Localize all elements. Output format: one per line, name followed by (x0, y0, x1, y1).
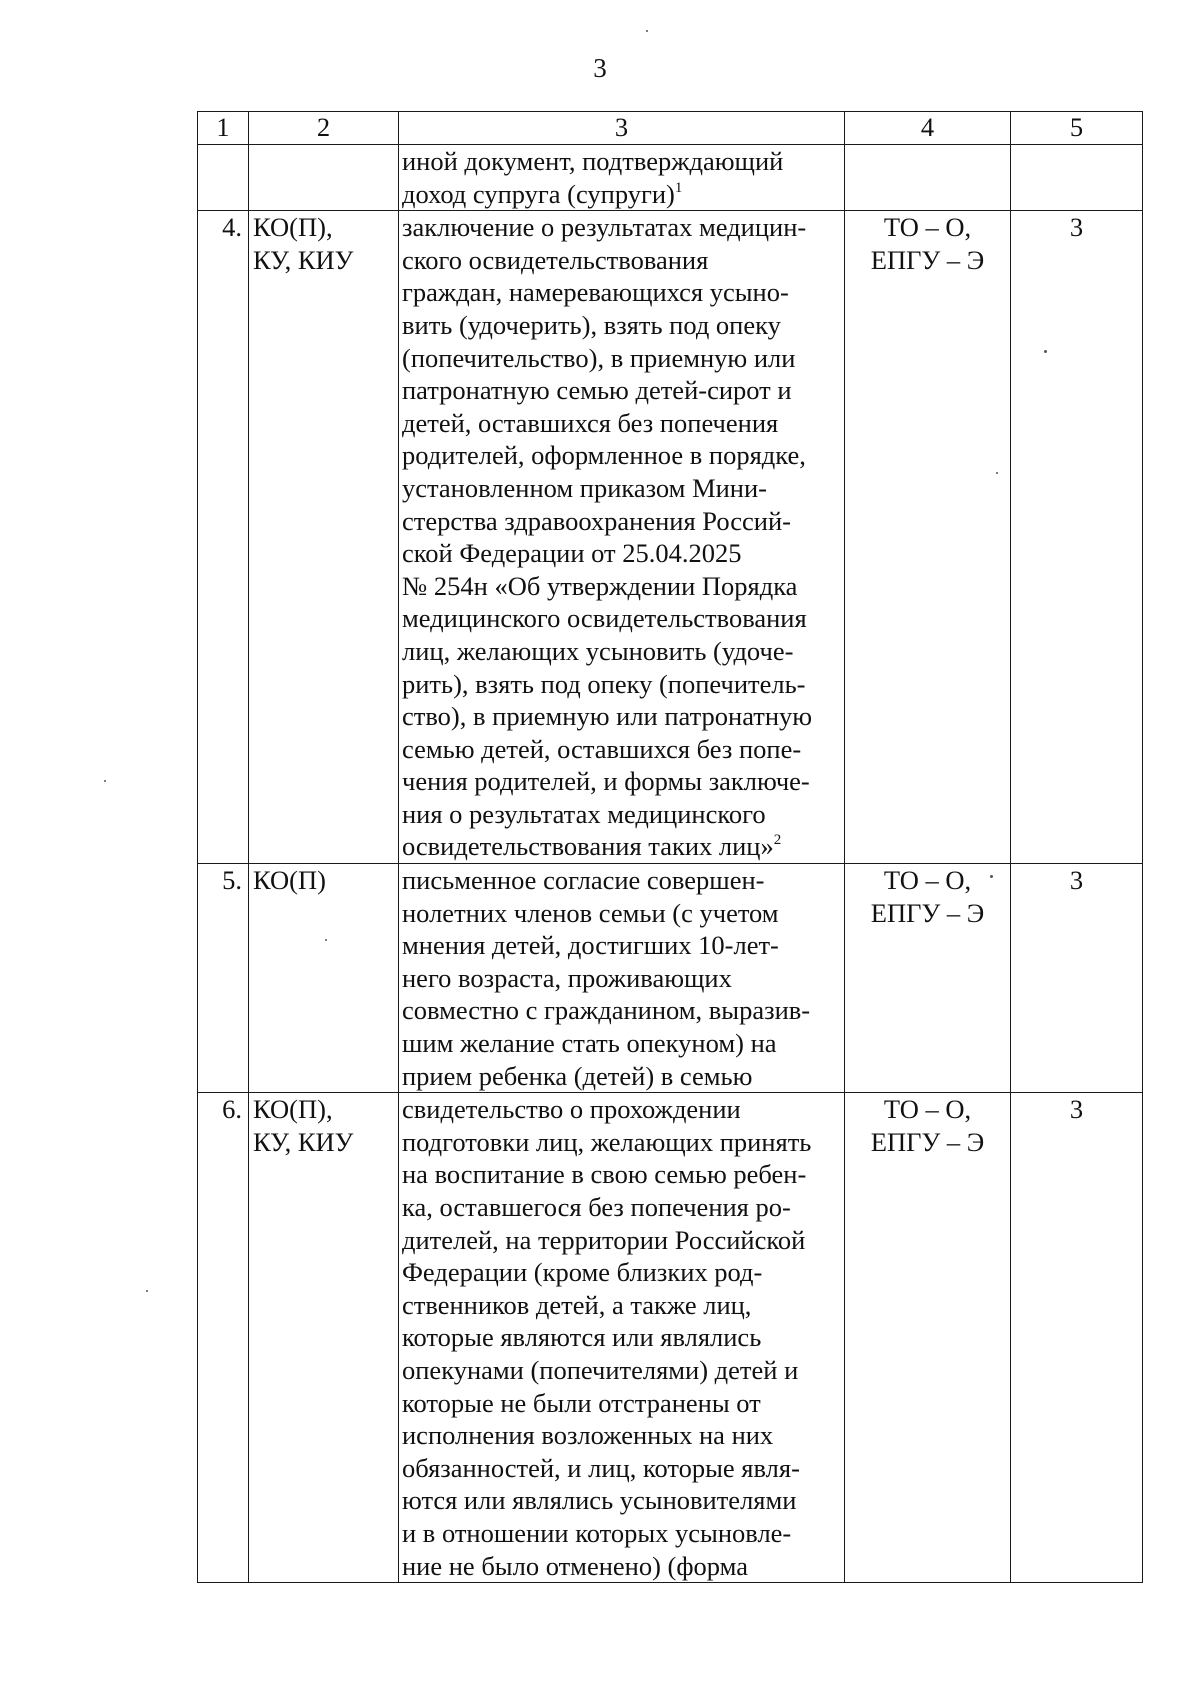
document-name-line: прием ребенка (детей) в семью (402, 1060, 753, 1091)
table-row (198, 145, 1143, 211)
document-name-line: которые являются или являлись (402, 1322, 762, 1353)
document-name-line: детей, оставшихся без попечения (402, 407, 779, 438)
scan-speck (990, 875, 993, 878)
document-name-line: письменное согласие совершен- (402, 865, 765, 896)
submission-form-line: ЕПГУ – Э (870, 244, 985, 275)
document-name-line: ка, оставшегося без попечения ро- (402, 1192, 791, 1222)
term-cell (1011, 145, 1143, 211)
term-value: 3 (1069, 865, 1084, 896)
row-number: 6. (222, 1094, 242, 1125)
document-name-line: ние не было отменено) (форма (402, 1550, 748, 1581)
document-name-line: семью детей, оставшихся без попе- (402, 733, 802, 764)
document-name-line: совместно с гражданином, выразив- (402, 995, 811, 1026)
applicant-category-line: КУ, КИУ (253, 244, 354, 275)
document-name-line: патронатную семью детей-сирот и (402, 375, 792, 406)
applicant-category-cell (249, 211, 399, 864)
document-name-line: опекунами (попечителями) детей и (402, 1354, 799, 1385)
document-name-line: нолетних членов семьи (с учетом (402, 897, 779, 928)
document-name-line: вить (удочерить), взять под опеку (402, 309, 781, 340)
document-name-line: граждан, намеревающихся усыно- (402, 277, 789, 308)
scan-speck (646, 30, 648, 32)
document-name-line: заключение о результатах медицин- (402, 212, 807, 243)
column-header-4: 4 (845, 112, 1011, 145)
document-name-line: исполнения возложенных на них (402, 1420, 774, 1451)
document-name-line-wrapper (402, 830, 842, 863)
submission-form-line: ЕПГУ – Э (870, 1126, 985, 1157)
row-number: 4. (222, 212, 242, 243)
document-name-line: ской Федерации от 25.04.2025 (402, 538, 742, 569)
table-row (198, 1093, 1143, 1583)
document-name-line: № 254н «Об утверждении Порядка (402, 570, 798, 601)
submission-form-cell (845, 145, 1011, 211)
scan-speck (1044, 350, 1047, 353)
term-value: 3 (1069, 1094, 1084, 1125)
documents-table (197, 111, 1143, 1583)
document-name-cell (399, 211, 845, 864)
document-name-line: доход супруга (супруги) (402, 178, 675, 209)
document-name-line: обязанностей, и лиц, которые явля- (402, 1452, 800, 1483)
table-row (198, 864, 1143, 1093)
footnote-marker: 1 (674, 179, 683, 196)
row-number-cell (198, 1093, 249, 1583)
document-name-line: (попечительство), в приемную или (402, 342, 796, 373)
applicant-category-line: КУ, КИУ (253, 1126, 354, 1157)
applicant-category-line: КО(П) (253, 865, 326, 896)
submission-form-cell (845, 211, 1011, 864)
applicant-category-line: КО(П), (253, 1094, 333, 1125)
document-name-line: ются или являлись усыновителями (402, 1485, 797, 1516)
term-cell (1011, 1093, 1143, 1583)
table-header-row (198, 112, 1143, 145)
document-name-line: ского освидетельствования (402, 244, 709, 275)
applicant-category-cell (249, 864, 399, 1093)
applicant-category-cell (249, 1093, 399, 1583)
submission-form-cell (845, 1093, 1011, 1583)
document-name-line: лиц, желающих усыновить (удоче- (402, 635, 794, 666)
column-header-3: 3 (399, 112, 845, 145)
footnote-marker: 2 (773, 832, 782, 849)
document-name-line: ство), в приемную или патронатную (402, 701, 813, 732)
document-name-line: чения родителей, и формы заключе- (402, 766, 810, 797)
document-name-cell (399, 1093, 845, 1583)
document-name-line: иной документ, подтверждающий (402, 146, 784, 176)
document-name-line: мнения детей, достигших 10-лет- (402, 930, 779, 961)
scan-speck (104, 780, 106, 782)
submission-form-line: ЕПГУ – Э (870, 897, 985, 928)
column-header-5: 5 (1011, 112, 1143, 145)
scan-speck (996, 472, 998, 474)
row-number-cell (198, 864, 249, 1093)
page-number: 3 (593, 53, 607, 83)
document-name-line: которые не были отстранены от (402, 1387, 761, 1418)
document-name-line: стерства здравоохранения Россий- (402, 505, 791, 536)
applicant-category-line: КО(П), (253, 212, 333, 243)
document-name-line: свидетельство о прохождении (402, 1094, 741, 1125)
document-name-line: рить), взять под опеку (попечитель- (402, 668, 806, 699)
table-body (198, 112, 1143, 1583)
scan-speck (325, 939, 327, 941)
document-name-line: ственников детей, а также лиц, (402, 1289, 752, 1320)
document-name-line: ния о результатах медицинского (402, 798, 766, 829)
document-name-cell (399, 145, 845, 211)
document-name-line: дителей, на территории Российской (402, 1224, 806, 1255)
document-name-line: родителей, оформленное в порядке, (402, 440, 806, 471)
document-name-line: него возраста, проживающих (402, 962, 732, 993)
document-name-line: на воспитание в свою семью ребен- (402, 1159, 807, 1190)
submission-form-line: ТО – О, (883, 212, 972, 243)
applicant-category-cell (249, 145, 399, 211)
submission-form-line: ТО – О, (883, 865, 972, 896)
table-row (198, 211, 1143, 864)
term-cell (1011, 211, 1143, 864)
term-value: 3 (1069, 212, 1084, 243)
document-name-line: шим желание стать опекуном) на (402, 1028, 777, 1059)
document-name-line: медицинского освидетельствования (402, 603, 807, 634)
column-header-1: 1 (198, 112, 249, 145)
row-number-cell (198, 211, 249, 864)
term-cell (1011, 864, 1143, 1093)
document-name-line: и в отношении которых усыновле- (402, 1517, 792, 1548)
document-name-line: Федерации (кроме близких род- (402, 1257, 763, 1288)
row-number-cell (198, 145, 249, 211)
document-name-cell (399, 864, 845, 1093)
document-name-line: подготовки лиц, желающих принять (402, 1126, 812, 1157)
submission-form-cell (845, 864, 1011, 1093)
submission-form-line: ТО – О, (883, 1094, 972, 1125)
document-name-line: освидетельствования таких лиц» (402, 831, 774, 862)
column-header-2: 2 (249, 112, 399, 145)
document-name-line: установленном приказом Мини- (402, 472, 767, 503)
row-number: 5. (222, 865, 242, 896)
scan-speck (146, 1290, 148, 1292)
document-name-line-wrapper (402, 178, 842, 211)
